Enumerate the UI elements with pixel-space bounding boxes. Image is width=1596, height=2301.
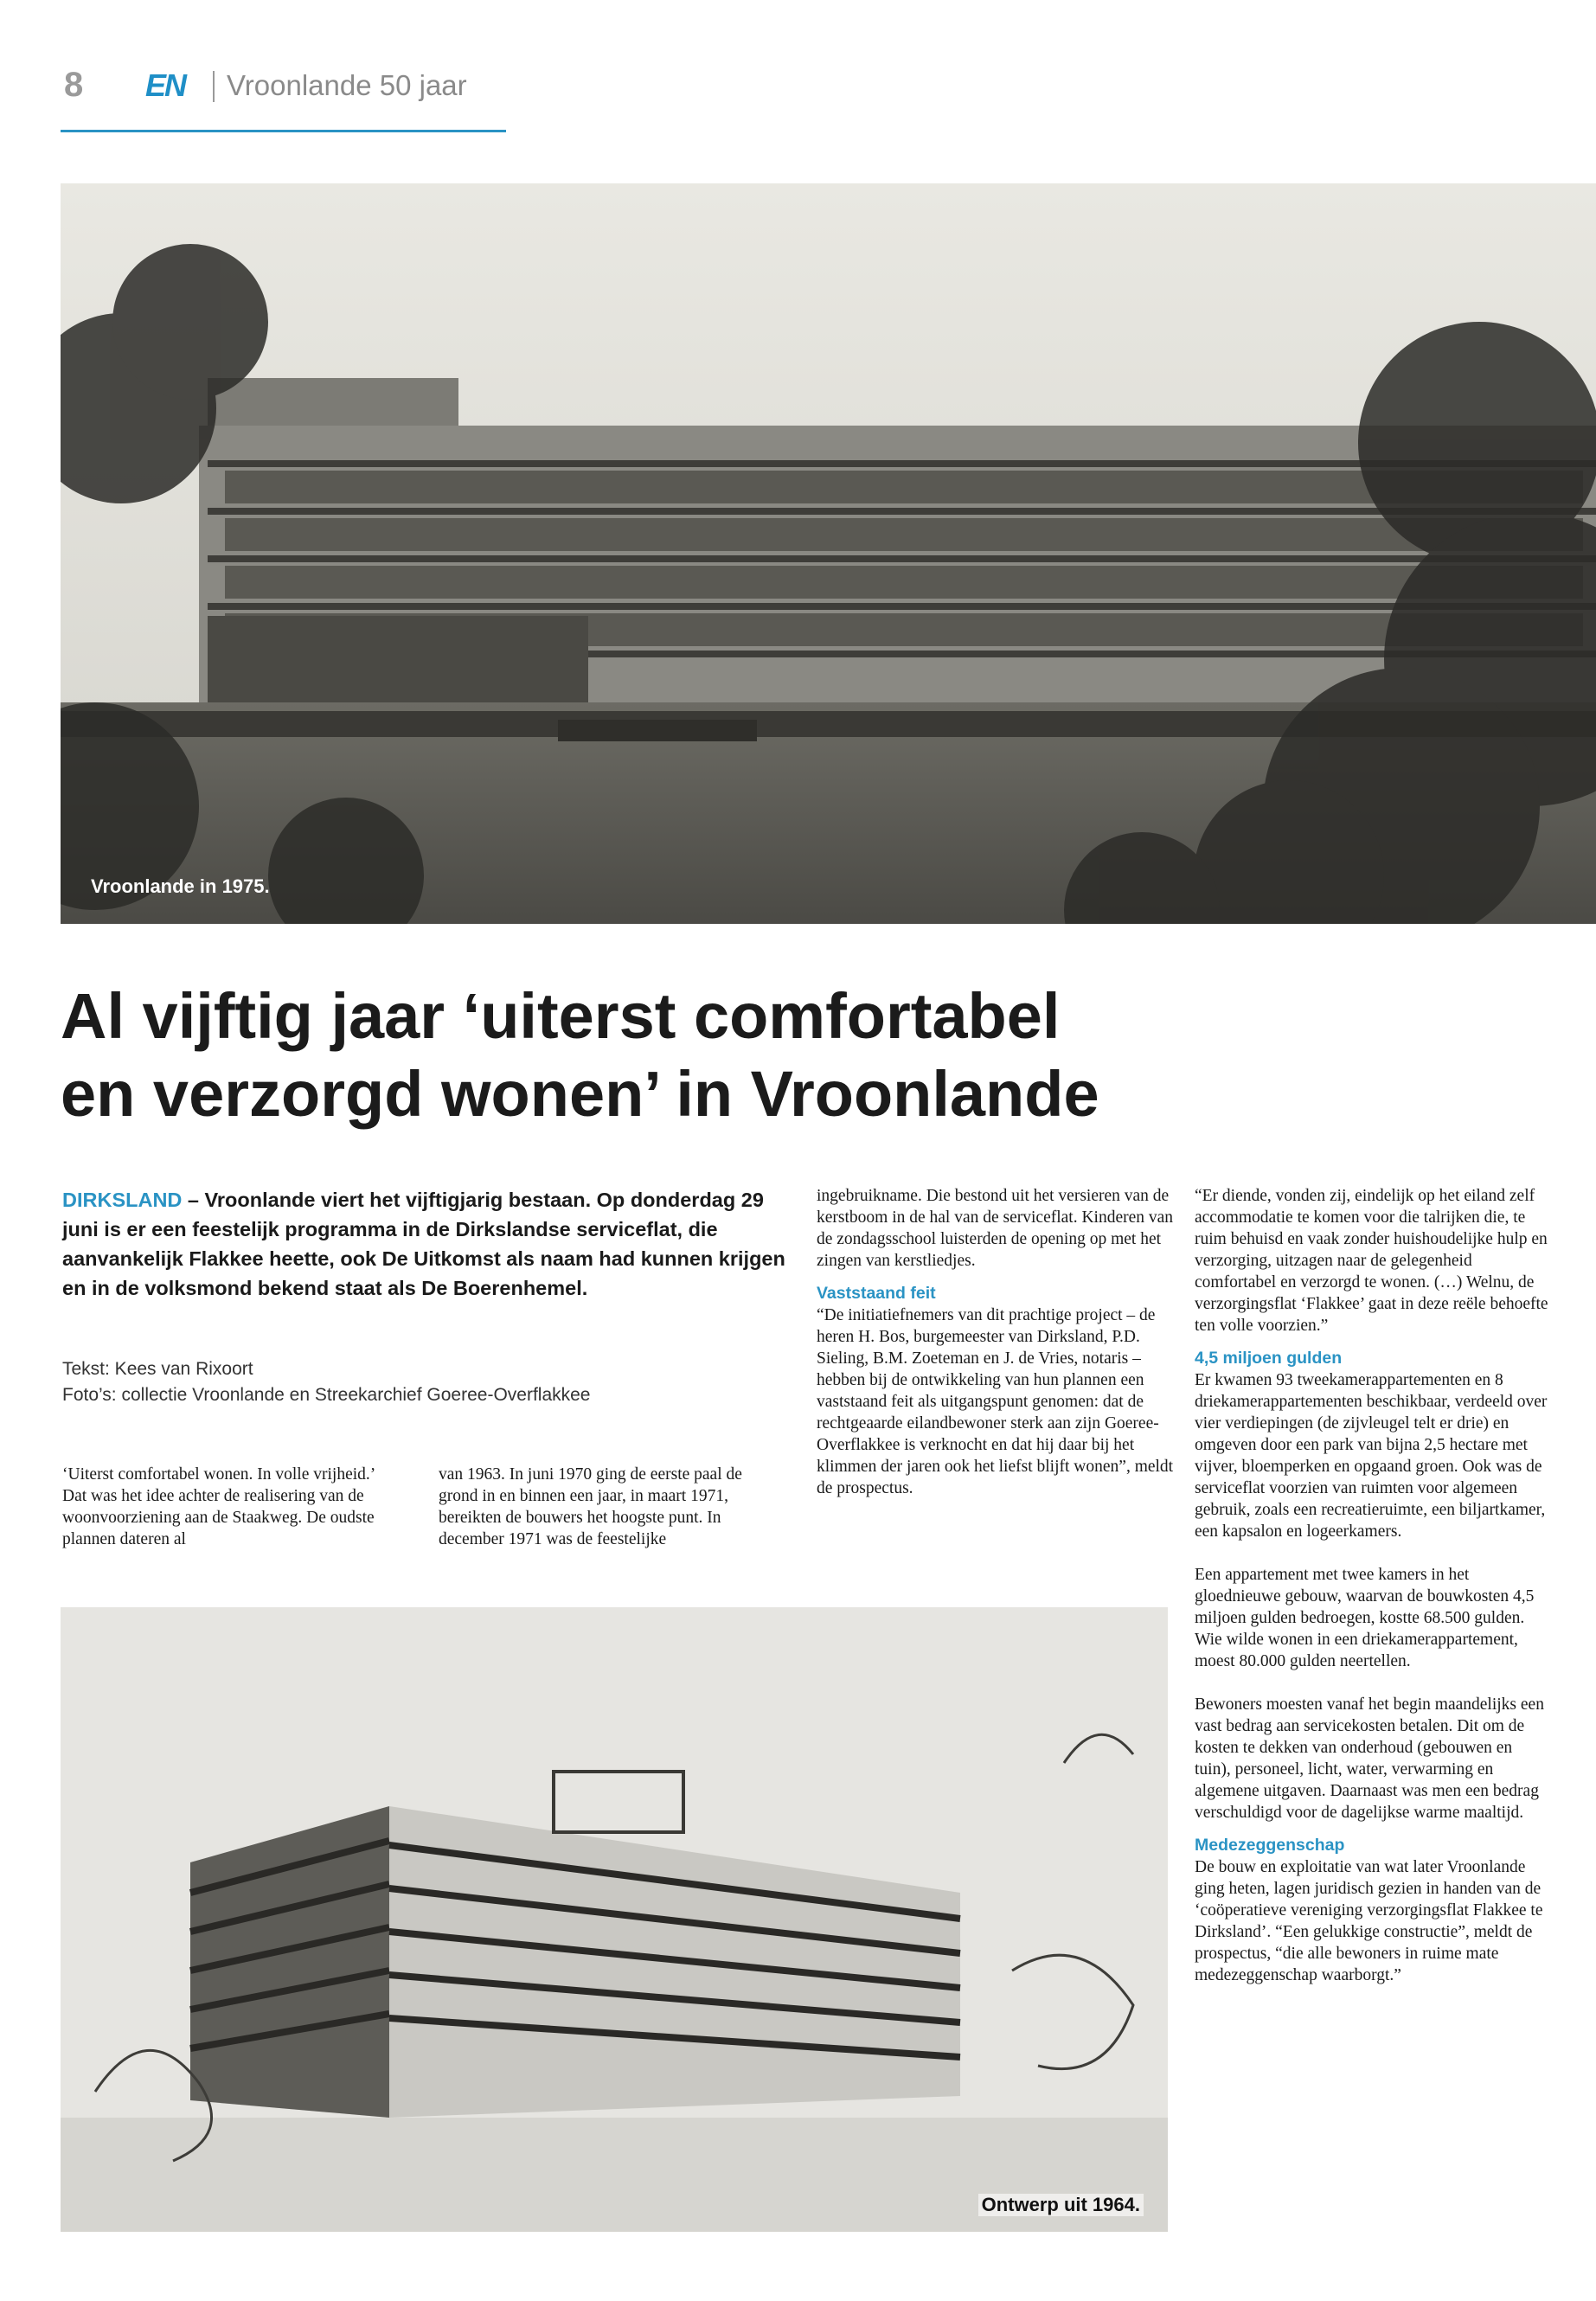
en-logo: [145, 67, 185, 104]
credit-photos: Foto’s: collectie Vroonlande en Streekarchief Goeree-Overflakkee: [62, 1385, 591, 1405]
section-title: Vroonlande 50 jaar: [227, 69, 467, 101]
photo-1975-illustration: [61, 183, 1596, 924]
headline-line-1: Al vijftig jaar ‘uiterst comfortabel: [61, 980, 1061, 1052]
lead-place: DIRKSLAND: [62, 1189, 183, 1211]
photo-ontwerp-1964: [61, 1607, 1168, 2232]
paragraph: ingebruikname. Die bestond uit het versieren van de kerstboom in de hal van de serviceflat. Kinderen van de zondagsschool luisterden de opening op met het zingen van kerstliedjes.: [817, 1187, 1174, 1270]
article-column-4: [1195, 1185, 1549, 1986]
subheading-vaststaand-feit: Vaststaand feit: [817, 1284, 936, 1303]
header-divider: [213, 71, 215, 102]
paragraph-gap: [1195, 1672, 1549, 1694]
paragraph-gap: [1195, 1542, 1549, 1564]
lead-text: – Vroonlande viert het vijftigjarig bestaan. Op donderdag 29 juni is er een feestelijk programma in de Dirkslandse serviceflat, die aanvankelijk Flakkee heette, ook De Uitkomst als naam had kunnen krijgen en in de volksmond bekend staat als De Boerenhemel.: [62, 1189, 785, 1299]
headline-line-2: en verzorgd wonen’ in Vroonlande: [61, 1058, 1099, 1130]
paragraph: Een appartement met twee kamers in het gloednieuwe gebouw, waarvan de bouwkosten 4,5 miljoen gulden bedroegen, kostte 68.500 gulden. Wie wilde wonen in een driekamerappartement, moest 80.000 gulden neertellen.: [1195, 1566, 1535, 1670]
design-1964-illustration: [61, 1607, 1168, 2232]
en-logo-text: EN: [145, 67, 186, 103]
paragraph: Bewoners moesten vanaf het begin maandelijks een vast bedrag aan servicekosten betalen. Dit om de kosten te dekken van onderhoud (gebouwen en tuin), personeel, licht, water, verwarming en algemene uitgaven. Daarnaast was men een bedrag verschuldigd voor de dagelijkse warme maaltijd.: [1195, 1695, 1544, 1822]
article-column-2: [439, 1464, 767, 1550]
article-lead: [62, 1185, 798, 1303]
paragraph: ‘Uiterst comfortabel wonen. In volle vrijheid.’ Dat was het idee achter de realisering van de woonvoorziening aan de Staakweg. De oudste plannen dateren al: [62, 1465, 375, 1548]
page-number: 8: [64, 66, 84, 104]
article-credits: [62, 1356, 798, 1408]
article-column-3: [817, 1185, 1180, 1499]
article-headline: [61, 977, 1358, 1133]
photo-caption-1964: Ontwerp uit 1964.: [978, 2194, 1144, 2216]
paragraph: van 1963. In juni 1970 ging de eerste paal de grond in en binnen een jaar, in maart 1971, bereikten de bouwers het hoogste punt. In december 1971 was de feestelijke: [439, 1465, 742, 1548]
photo-vroonlande-1975: [61, 183, 1596, 924]
paragraph: “Er diende, vonden zij, eindelijk op het eiland zelf accommodatie te komen voor die talrijken die, te ruim behuisd en vaak zonder huishoudelijke hulp en verzorging, uitzagen naar de gelegenheid comfortabel en verzorgd te wonen. (…) Welnu, de verzorgingsflat ‘Flakkee’ gaat in deze reële behoefte ten volle voorzien.”: [1195, 1187, 1548, 1335]
photo-caption-1975: Vroonlande in 1975.: [91, 875, 270, 897]
credit-text: Tekst: Kees van Rixoort: [62, 1359, 253, 1379]
paragraph: Er kwamen 93 tweekamerappartementen en 8 driekamerappartementen beschikbaar, verdeeld over vier verdiepingen (de zijvleugel telt er drie) en omgeven door een park van bijna 2,5 hectare met vijver, bloemperken en opgaand groen. Ook was de serviceflat voorzien van ruimten voor algemeen gebruik, zoals een recreatieruimte, een biljartkamer, een kapsalon en logeerkamers.: [1195, 1371, 1548, 1541]
paragraph: “De initiatiefnemers van dit prachtige project – de heren H. Bos, burgemeester van Dirksland, P.D. Sieling, B.M. Zoeteman en J. de Vries, notaris – hebben bij de ontwikkeling van hun plannen een vaststaand feit als uitgangspunt genomen: dat de rechtgeaarde eilandbewoner sterk aan zijn Goeree-Overflakkee is verknocht en dat hij daar bij het klimmen der jaren ook het liefst blijft wonen”, meldt de prospectus.: [817, 1306, 1174, 1497]
article-column-1: [62, 1464, 391, 1550]
subheading-miljoen-gulden: 4,5 miljoen gulden: [1195, 1349, 1343, 1368]
paragraph: De bouw en exploitatie van wat later Vroonlande ging heten, lagen juridisch gezien in handen van de ‘coöperatieve vereniging verzorgingsflat Flakkee te Dirksland’. “Een gelukkige constructie”, meldt de prospectus, “die alle bewoners in ruime mate medezeggenschap waarborgt.”: [1195, 1858, 1543, 1984]
page-header: [61, 61, 506, 132]
subheading-medezeggenschap: Medezeggenschap: [1195, 1836, 1345, 1855]
